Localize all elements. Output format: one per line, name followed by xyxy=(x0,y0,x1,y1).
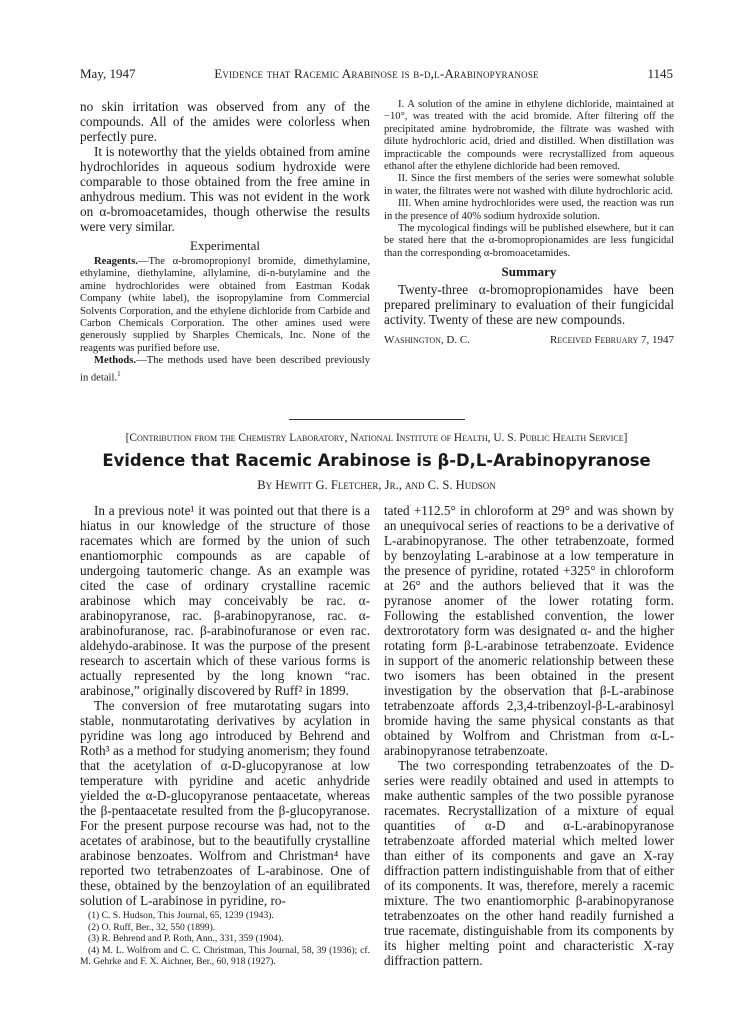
reagents-text: —The α-bromopropionyl bromide, dimethylamine, ethylamine, diethylamine, allylamine, di-n-butylamine and the amine hydrochlorides were obtained from Eastman Kodak Company (white label), the isopropylamine from Commercial Solvents Corporation, and the ethylene dichloride from Carbide and Carbon Chemicals Corporation. The other amines used were generously supplied by Sharples Chemicals, Inc. None of the reagents was purified before use. xyxy=(80,256,370,354)
page-header xyxy=(80,66,673,84)
method-ii: II. Since the first members of the series were somewhat soluble in water, the filtrates were not washed with dilute hydrochloric acid. xyxy=(384,173,674,197)
paragraph: The two corresponding tetrabenzoates of the D-series were readily obtained and used in attempts to make authentic samples of the two possible pyranose racemates. Recrystallization of a mixture of equal quantities of α-D and α-L-arabinopyranose tetrabenzoate afforded material which melted lower than either of its components and gave an X-ray diffraction pattern indistinguishable from that of either of its components. It was, therefore, merely a racemic mixture. The two enantiomorphic β-arabinopyranose tetrabenzoates on the other hand readily furnished a true racemate, distinguishable from its components by its higher melting point and characteristic X-ray diffraction pattern. xyxy=(384,758,674,968)
methods-paragraph xyxy=(80,355,370,384)
contribution-line: [Contribution from the Chemistry Laboratory, National Institute of Health, U. S. Public Health Service] xyxy=(125,432,628,444)
section-heading-experimental: Experimental xyxy=(189,238,261,253)
paragraph: In a previous note¹ it was pointed out that there is a hiatus in our knowledge of the structure of those racemates which are formed by the union of such enantiomorphic compounds as are capable of undergoing tautomeric change. As an example was cited the case of ordinary crystalline racemic arabinose which may conceivably be rac. α-arabinopyranose, rac. β-arabinopyranose, rac. α-arabinofuranose, rac. β-arabinofuranose or even rac. aldehydo-arabinose. It was the purpose of the present research to ascertain which of these various forms is actually represented by the long known “rac. arabinose,” originally discovered by Ruff² in 1899. xyxy=(80,503,370,698)
reagents-label: Reagents. xyxy=(94,256,138,267)
summary-text: Twenty-three α-bromopropionamides have been prepared preliminary to evaluation of their fungicidal activity. Twenty of these are new compounds. xyxy=(384,282,674,328)
paragraph: no skin irritation was observed from any of the compounds. All of the amides were colorless when perfectly pure. xyxy=(80,99,370,144)
divider-rule xyxy=(289,419,465,420)
article-authors: By Hewitt G. Fletcher, Jr., and C. S. Hudson xyxy=(257,478,496,492)
header-page-number: 1145 xyxy=(647,66,673,81)
mycological-note: The mycological findings will be published elsewhere, but it can be stated here that the α-bromopropionamides are less fungicidal than the corresponding α-bromoacetamides. xyxy=(384,223,674,259)
location: Washington, D. C. xyxy=(384,334,470,347)
method-i: I. A solution of the amine in ethylene dichloride, maintained at −10°, was treated with the acid bromide. After filtering off the precipitated amine hydrobromide, the filtrate was washed with dilute hydrochloric acid, dried and distilled. When distillation was impracticable the compounds were recrystallized from aqueous ethanol after the ethylene dichloride had been removed. xyxy=(384,99,674,173)
header-running-title: Evidence that Racemic Arabinose is β-d,l-Arabinopyranose xyxy=(214,66,539,81)
bottom-right-column xyxy=(384,503,674,968)
paragraph: tated +112.5° in chloroform at 29° and was shown by an unequivocal series of reactions to be a derivative of L-arabinopyranose. The other tetrabenzoate, formed by benzoylating L-arabinose at a low temperature in the presence of pyridine, rotated +325° in chloroform at 26° and the authors believed that it was the pyranose anomer of the lower rotating form. Following the established convention, the lower dextrorotatory form was designated α- and the higher rotating form β-L-arabinose tetrabenzoate. Evidence in support of the anomeric relationship between these two isomers has been obtained in the present investigation by the observation that β-L-arabinose tetrabenzoate affords 2,3,4-tribenzoyl-β-L-arabinosyl bromide having the same physical constants as that obtained by Wolfrom and Christman from α-L-arabinopyranose tetrabenzoate. xyxy=(384,503,674,758)
footnote: (3) R. Behrend and P. Roth, Ann., 331, 359 (1904). xyxy=(88,933,284,945)
received-date: Received February 7, 1947 xyxy=(550,334,674,347)
methods-text: —The methods used have been described previously in detail. xyxy=(80,355,370,384)
section-heading-summary: Summary xyxy=(501,264,557,280)
paragraph: It is noteworthy that the yields obtained from amine hydrochlorides in aqueous sodium hydroxide were comparable to those obtained from the free amine in anhydrous medium. This was not evident in the work on α-bromoacetamides, though otherwise the results were very similar. xyxy=(80,144,370,234)
footnote-ref: 1 xyxy=(117,369,121,378)
footnotes xyxy=(80,910,370,968)
bottom-left-column xyxy=(80,503,370,968)
signature-line xyxy=(384,333,674,347)
method-iii: III. When amine hydrochlorides were used, the reaction was run in the presence of 40% sodium hydroxide solution. xyxy=(384,198,674,222)
paragraph: The conversion of free mutarotating sugars into stable, nonmutarotating derivatives by acylation in pyridine was long ago introduced by Behrend and Roth³ as a method for studying anomerism; they found that the acetylation of α-D-glucopyranose at low temperature with pyridine and acetic anhydride yielded the α-D-glucopyranose pentaacetate, whereas the β-pentaacetate resulted from the β-glucopyranose. For the present purpose recourse was had, not to the acetates of arabinose, but to the beautifully crystalline arabinose benzoates. Wolfrom and Christman⁴ have reported two tetrabenzoates of L-arabinose. One of these, obtained by the benzoylation of an equilibrated solution of L-arabinose in pyridine, ro- xyxy=(80,698,370,908)
footnote: (1) C. S. Hudson, This Journal, 65, 1239 (1943). xyxy=(88,910,274,921)
footnote: (2) O. Ruff, Ber., 32, 550 (1899). xyxy=(88,921,216,933)
article-title: Evidence that Racemic Arabinose is β-D,L-Arabinopyranose xyxy=(102,451,651,470)
footnote: (4) M. L. Wolfrom and C. C. Christman, This Journal, 58, 39 (1936); cf. M. Gehrke and F. X. Aichner, Ber., 60, 918 (1927). xyxy=(80,944,370,968)
top-left-column xyxy=(80,99,370,385)
reagents-paragraph xyxy=(80,256,370,355)
methods-label: Methods. xyxy=(94,355,137,367)
header-date: May, 1947 xyxy=(80,66,136,81)
top-right-column xyxy=(384,99,674,347)
